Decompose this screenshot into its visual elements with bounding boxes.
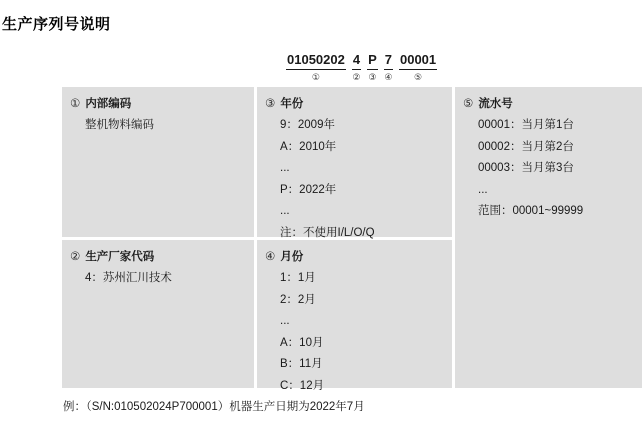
cell-item: P：2022年 — [280, 183, 337, 196]
serial-segment-marker: ⑤ — [414, 72, 423, 82]
cell-title: 生产厂家代码 — [85, 251, 155, 263]
serial-segment-text: 7 — [384, 52, 393, 70]
serial-segment-marker: ③ — [368, 72, 377, 82]
cell-marker: ① — [70, 98, 81, 110]
cell-month — [257, 240, 452, 392]
serial-segment-year — [367, 52, 378, 82]
serial-segment-text: 01050202 — [286, 52, 346, 70]
cell-item: B：11月 — [280, 358, 323, 370]
cell-title: 年份 — [280, 98, 304, 110]
cell-item: 1：1月 — [280, 272, 316, 284]
cell-items — [280, 268, 444, 397]
cell-item: ... — [478, 183, 488, 196]
cell-items — [478, 115, 634, 223]
example-text: （S/N:010502024P700001）机器生产日期为2022年7月 — [86, 401, 365, 413]
cell-title: 流水号 — [478, 98, 513, 110]
cell-marker: ③ — [265, 98, 276, 110]
serial-segment-text: P — [367, 52, 378, 70]
serial-segment-text: 00001 — [399, 52, 437, 70]
cell-header — [70, 96, 246, 112]
cell-year — [257, 87, 452, 237]
cell-item: 整机物料编码 — [85, 119, 154, 131]
cell-marker: ④ — [265, 251, 276, 263]
cell-internal-code — [62, 87, 254, 237]
cell-item: A：10月 — [280, 336, 324, 349]
serial-segment-month — [384, 52, 393, 82]
cell-title: 月份 — [280, 251, 304, 263]
cell-item: 注：不使用I/L/O/Q — [280, 226, 375, 239]
cell-sequence-number — [455, 87, 642, 388]
cell-manufacturer-code — [62, 240, 254, 388]
cell-item: 9：2009年 — [280, 119, 335, 131]
serial-segment-marker: ④ — [384, 72, 393, 82]
cell-header — [265, 249, 444, 265]
cell-marker: ⑤ — [463, 98, 474, 110]
serial-segment-marker: ② — [352, 72, 361, 82]
cell-items — [85, 268, 246, 290]
serial-segment-marker: ① — [311, 72, 320, 82]
cell-item: ... — [280, 162, 290, 174]
cell-marker: ② — [70, 251, 81, 263]
cell-header — [463, 96, 634, 112]
cell-item: ... — [280, 315, 290, 327]
cell-header — [70, 249, 246, 265]
cell-title: 内部编码 — [85, 98, 132, 110]
cell-item: A：2010年 — [280, 140, 337, 153]
serial-segment-manufacturer — [352, 52, 361, 82]
cell-item: 4：苏州汇川技术 — [85, 272, 172, 284]
cell-item: 00003：当月第3台 — [478, 162, 574, 174]
example-prefix: 例： — [63, 401, 86, 413]
cell-item: ... — [280, 205, 290, 217]
cell-item: C：12月 — [280, 379, 325, 392]
cell-item: 2：2月 — [280, 293, 316, 306]
cell-items — [85, 115, 246, 137]
serial-segment-internal-code — [286, 52, 346, 82]
cell-item: 00001：当月第1台 — [478, 119, 574, 131]
cell-item: 00002：当月第2台 — [478, 140, 574, 153]
cell-items — [280, 115, 444, 244]
page-title: 生产序列号说明 — [2, 16, 111, 33]
cell-item: 范围：00001~99999 — [478, 205, 584, 217]
serial-segment-sequence — [399, 52, 437, 82]
cell-header — [265, 96, 444, 112]
serial-segment-text: 4 — [352, 52, 361, 70]
serial-number-diagram — [286, 52, 437, 82]
example-note — [63, 400, 365, 415]
